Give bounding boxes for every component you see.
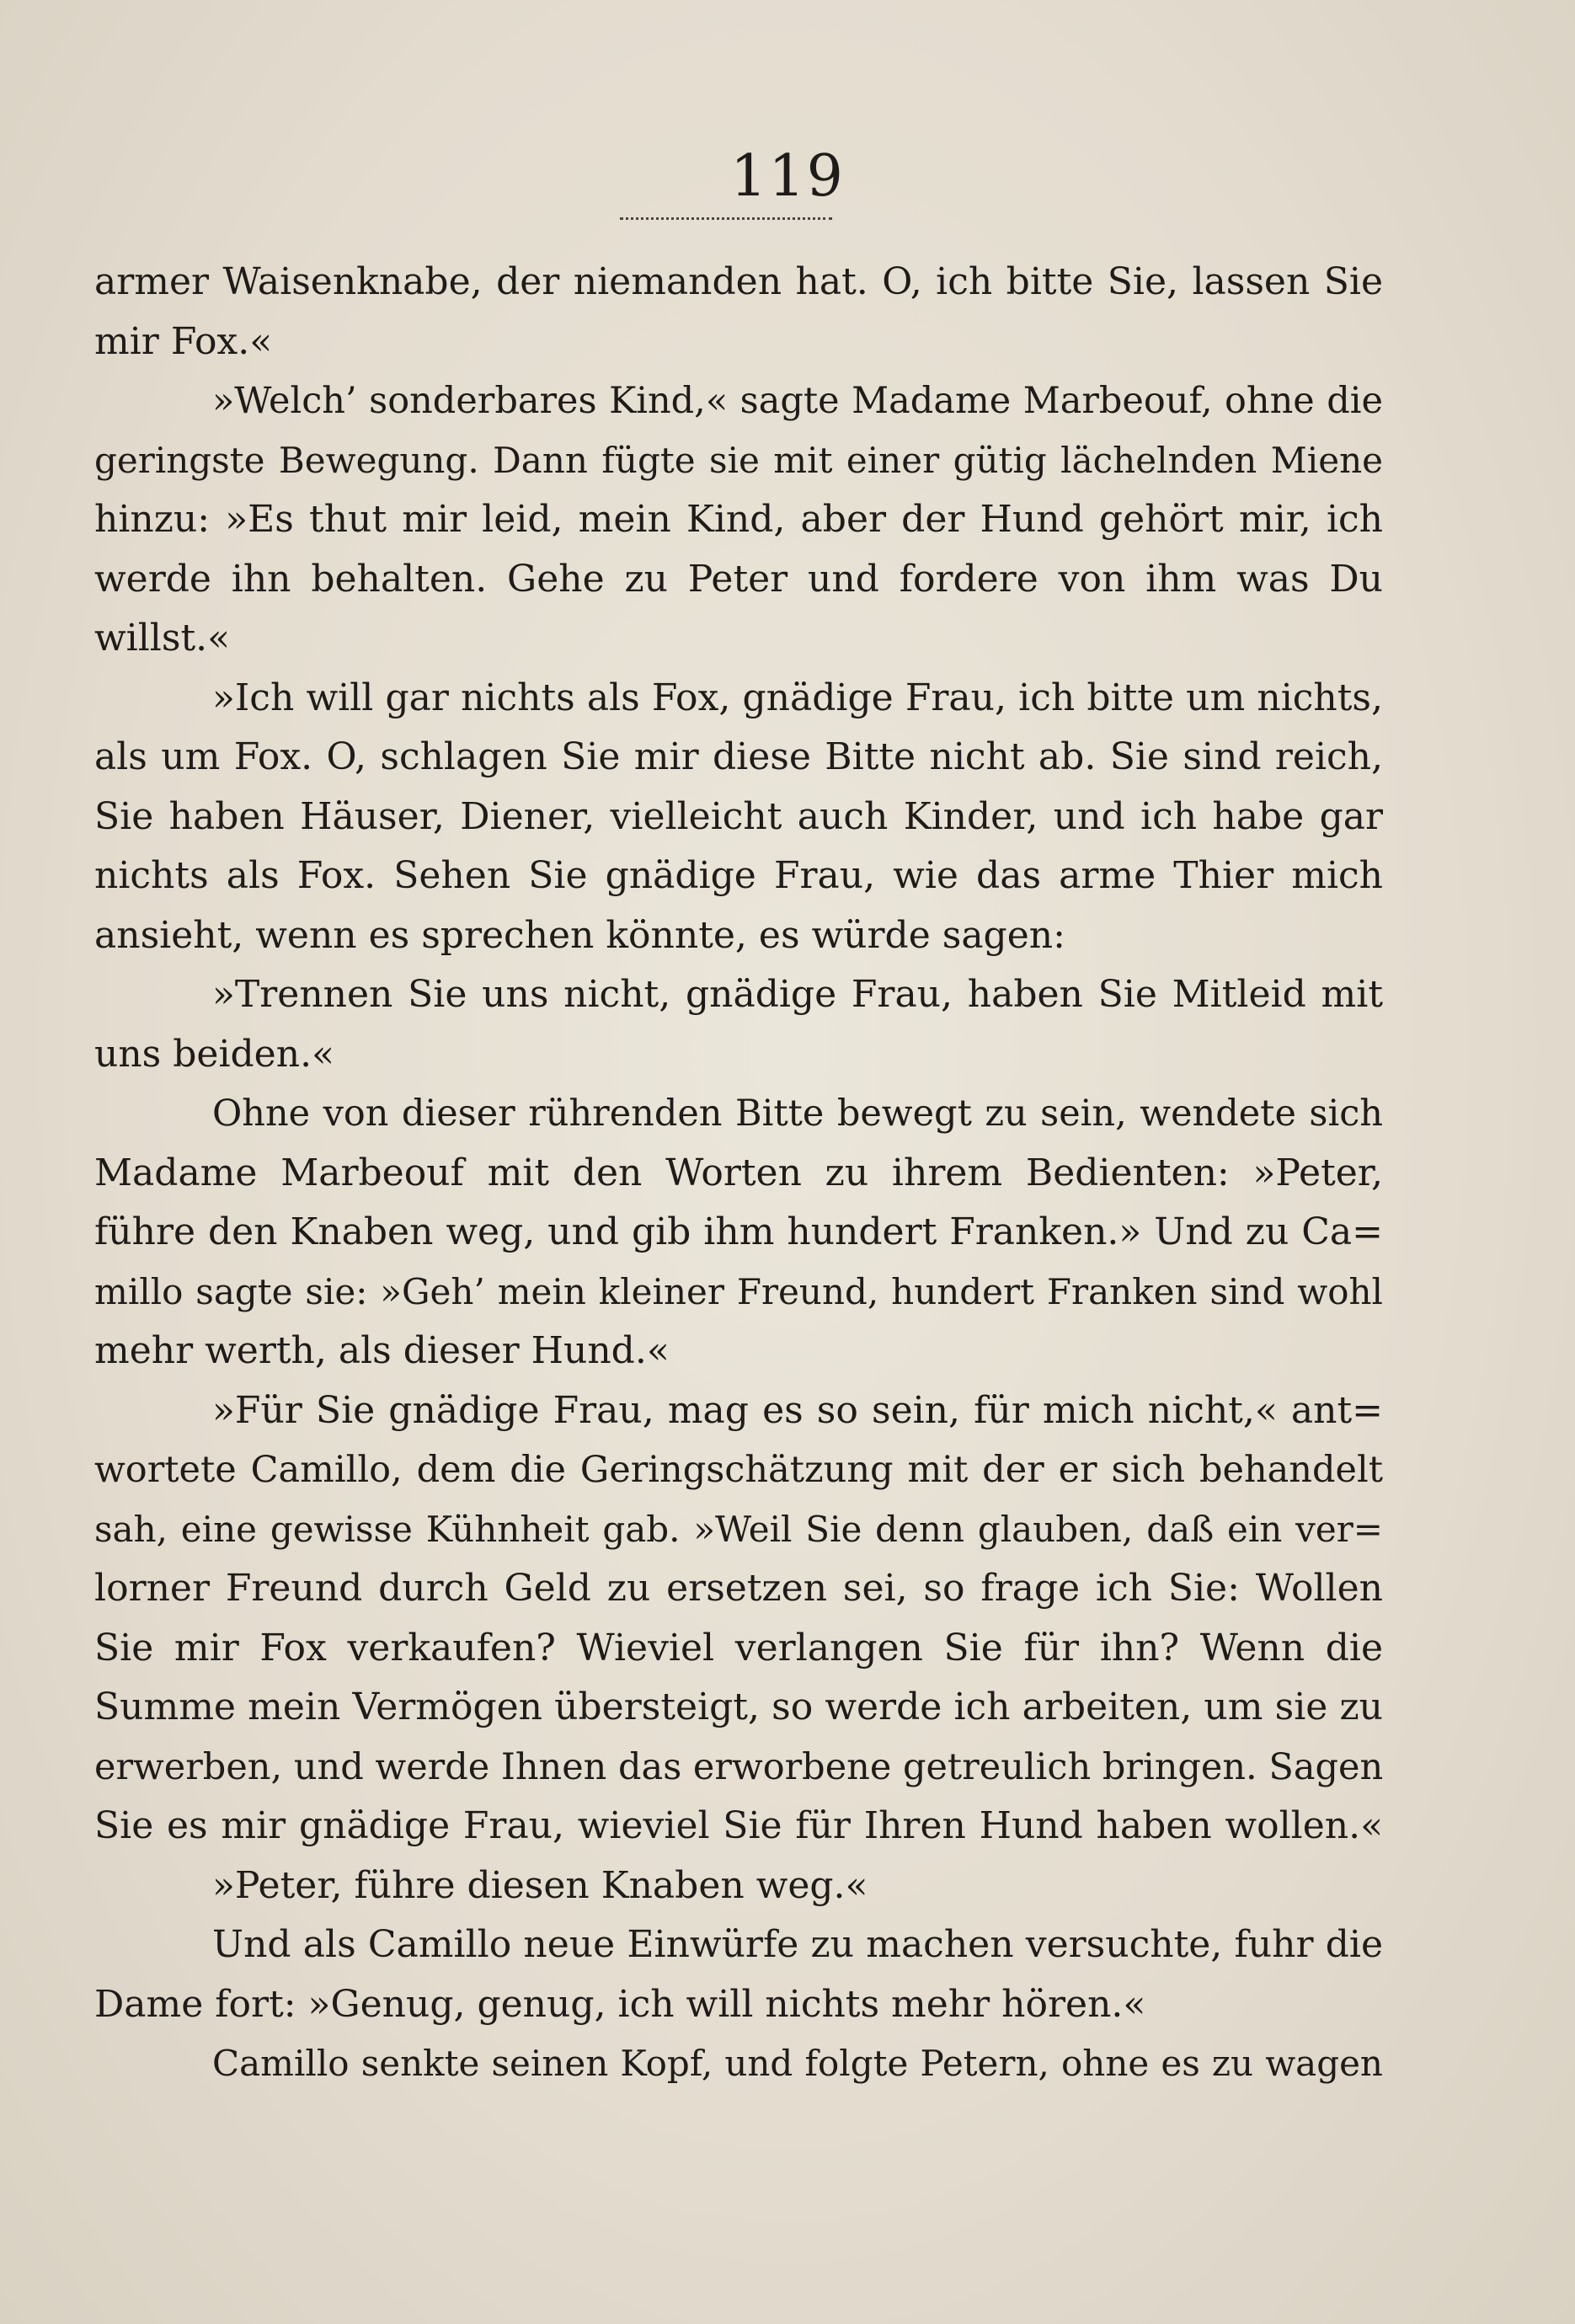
text-line: Sie es mir gnädige Frau, wieviel Sie für Ihren Hund haben wollen.«: [94, 1804, 1383, 1847]
text-line: »Welch’ sonderbares Kind,« sagte Madame Marbeouf, ohne die: [212, 380, 1383, 422]
text-line: lorner Freund durch Geld zu ersetzen sei, so frage ich Sie: Wollen: [94, 1567, 1383, 1610]
text-line: »Trennen Sie uns nicht, gnädige Frau, haben Sie Mitleid mit: [212, 973, 1383, 1016]
text-line: »Peter, führe diesen Knaben weg.«: [212, 1863, 868, 1907]
text-line: geringste Bewegung. Dann fügte sie mit einer gütig lächelnden Miene: [94, 439, 1383, 481]
text-line: erwerben, und werde Ihnen das erworbene getreulich bringen. Sagen: [94, 1745, 1383, 1788]
text-line: Sie mir Fox verkaufen? Wieviel verlangen Sie für ihn? Wenn die: [94, 1626, 1383, 1670]
page-number: 119: [730, 143, 845, 210]
text-line: ansieht, wenn es sprechen könnte, es würde sagen:: [94, 913, 1065, 957]
text-line: uns beiden.«: [94, 1032, 334, 1076]
text-line: hinzu: »Es thut mir leid, mein Kind, aber der Hund gehört mir, ich: [94, 498, 1383, 541]
text-line: mir Fox.«: [94, 319, 273, 363]
text-line: wortete Camillo, dem die Geringschätzung mit der er sich behandelt: [94, 1449, 1383, 1491]
text-line: millo sagte sie: »Geh’ mein kleiner Freund, hundert Franken sind wohl: [94, 1270, 1383, 1312]
text-line: führe den Knaben weg, und gib ihm hundert Franken.» Und zu Ca=: [94, 1210, 1383, 1253]
text-line: Dame fort: »Genug, genug, ich will nichts mehr hören.«: [94, 1982, 1146, 2026]
text-line: »Für Sie gnädige Frau, mag es so sein, für mich nicht,« ant=: [212, 1388, 1383, 1432]
text-line: armer Waisenknabe, der niemanden hat. O, ich bitte Sie, lassen Sie: [94, 260, 1383, 303]
header-dotted-rule: [620, 217, 832, 220]
text-line: Und als Camillo neue Einwürfe zu machen versuchte, fuhr die: [212, 1923, 1383, 1966]
text-line: Madame Marbeouf mit den Worten zu ihrem Bedienten: »Peter,: [94, 1151, 1383, 1194]
text-line: mehr werth, als dieser Hund.«: [94, 1329, 670, 1372]
text-line: »Ich will gar nichts als Fox, gnädige Frau, ich bitte um nichts,: [212, 676, 1383, 719]
text-line: als um Fox. O, schlagen Sie mir diese Bitte nicht ab. Sie sind reich,: [94, 735, 1383, 778]
text-line: Summe mein Vermögen übersteigt, so werde ich arbeiten, um sie zu: [94, 1686, 1383, 1728]
text-line: Sie haben Häuser, Diener, vielleicht auch Kinder, und ich habe gar: [94, 794, 1383, 838]
text-line: nichts als Fox. Sehen Sie gnädige Frau, wie das arme Thier mich: [94, 854, 1383, 897]
text-line: Camillo senkte seinen Kopf, und folgte Petern, ohne es zu wagen: [212, 2043, 1383, 2084]
body-text: [94, 253, 1383, 2094]
text-line: willst.«: [94, 617, 231, 660]
text-line: Ohne von dieser rührenden Bitte bewegt zu sein, wendete sich: [212, 1093, 1383, 1135]
text-line: sah, eine gewisse Kühnheit gab. »Weil Sie denn glauben, daß ein ver=: [94, 1508, 1383, 1550]
text-line: werde ihn behalten. Gehe zu Peter und fordere von ihm was Du: [94, 557, 1383, 601]
